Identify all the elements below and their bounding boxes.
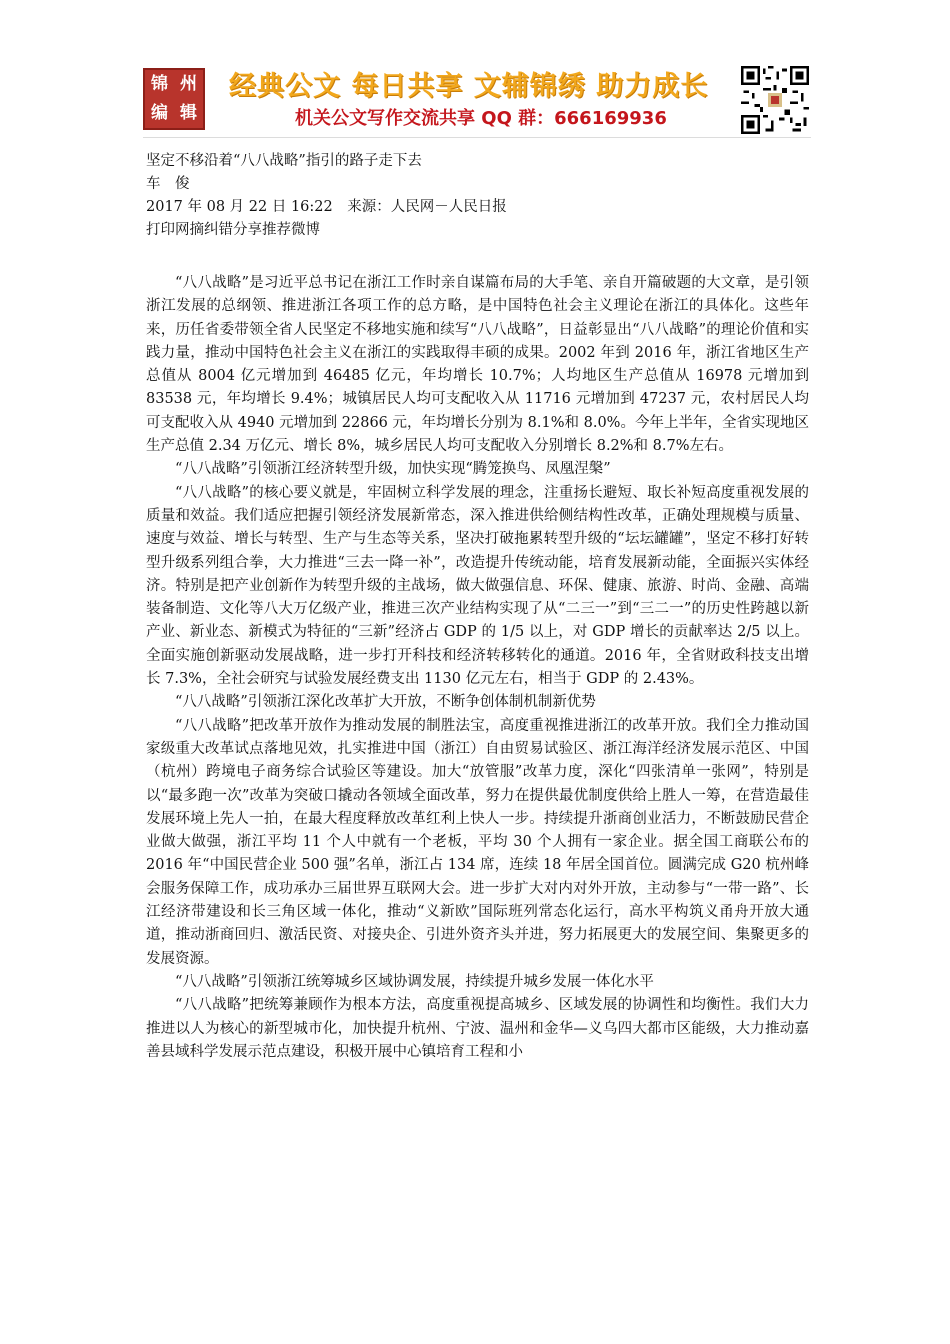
- paragraph: “八八战略”是习近平总书记在浙江工作时亲自谋篇布局的大手笔、亲自开篇破题的大文章，是引领浙江发展的总纲领、推进浙江各项工作的总方略，是中国特色社会主义理论在浙江的具体化。这些年来，历任省委带领全省人民坚定不移地实施和续写“八八战略”，日益彰显出“八八战略”的理论价值和实践力量，推动中国特色社会主义在浙江的实践取得丰硕的成果。2002 年到 2016 年，浙江省地区生产总值从 8004 亿元增加到 46485 亿元，年均增长 10.7%；人均地区生产总值从 16978 元增加到 83538 元，年均增长 9.4%；城镇居民人均可支配收入从 11716 元增加到 47237 元，农村居民人均可支配收入从 4940 元增加到 22866 元，年均增长分别为 8.1%和 8.0%。今年上半年，全省实现地区生产总值 2.34 万亿元、增长 8%，城乡居民人均可支配收入分别增长 8.2%和 8.7%左右。: [146, 275, 809, 455]
- header-banner: [143, 64, 811, 136]
- banner-slogan: 经典公文 每日共享 文辅锦绣 助力成长: [229, 71, 709, 102]
- seal-char: 编: [151, 103, 168, 123]
- paragraph: “八八战略”把改革开放作为推动发展的制胜法宝，高度重视推进浙江的改革开放。我们全力推动国家级重大改革试点落地见效，扎实推进中国（浙江）自由贸易试验区、浙江海洋经济发展示范区、中国（杭州）跨境电子商务综合试验区等建设。加大“放管服”改革力度，深化“四张清单一张网”，特别是以“最多跑一次”改革为突破口撬动各领域全面改革，努力在提供最优制度供给上胜人一筹，在营造最佳发展环境上先人一拍，在最大程度释放改革红利上快人一步。持续提升浙商创业活力，不断鼓励民营企业做大做强，浙江平均 11 个人中就有一个老板，平均 30 个人拥有一家企业。据全国工商联公布的 2016 年“中国民营企业 500 强”名单，浙江占 134 席，连续 18 年居全国首位。圆满完成 G20 杭州峰会服务保障工作，成功承办三届世界互联网大会。进一步扩大对内对外开放，主动参与“一带一路”、长江经济带建设和长三角区域一体化，推动“义新欧”国际班列常态化运行，高水平构筑义甬舟开放大通道，推动浙商回归、激活民资、对接央企、引进外资齐头并进，努力拓展更大的发展空间、集聚更多的发展资源。: [146, 717, 809, 967]
- seal-char: 锦: [151, 74, 168, 94]
- qq-group-text: 机关公文写作交流共享 QQ 群：666169936: [295, 108, 667, 129]
- article-meta: [146, 150, 806, 242]
- paragraph: “八八战略”的核心要义就是，牢固树立科学发展的理念，注重扬长避短、取长补短高度重视发展的质量和效益。我们适应把握引领经济发展新常态，深入推进供给侧结构性改革，正确处理规模与质量、速度与效益、增长与转型、生产与生态等关系，坚决打破拖累转型升级的“坛坛罐罐”，坚定不移打好转型升级系列组合拳，大力推进“三去一降一补”，改造提升传统动能，培育发展新动能，全面振兴实体经济。特别是把产业创新作为转型升级的主战场，做大做强信息、环保、健康、旅游、时尚、金融、高端装备制造、文化等八大万亿级产业，推进三次产业结构实现了从“二三一”到“三二一”的历史性跨越以新产业、新业态、新模式为特征的“三新”经济占 GDP 的 1/5 以上，对 GDP 增长的贡献率达 2/5 以上。全面实施创新驱动发展战略，进一步打开科技和经济转移转化的通道。2016 年，全省财政科技支出增长 7.3%，全社会研究与试验发展经费支出 1130 亿元左右，相当于 GDP 的 2.43%。: [146, 484, 809, 688]
- article-dateline: 2017 年 08 月 22 日 16:22 来源：人民网－人民日报: [146, 199, 507, 215]
- qr-code-icon[interactable]: [741, 66, 809, 134]
- seal-char: 州: [180, 74, 197, 94]
- header-divider: [143, 137, 811, 138]
- article-body: [146, 272, 809, 1064]
- seal-char: 辑: [180, 103, 197, 123]
- article-actions[interactable]: 打印网摘纠错分享推荐微博: [146, 222, 320, 238]
- article-author: 车 俊: [146, 176, 190, 192]
- article-title: 坚定不移沿着“八八战略”指引的路子走下去: [146, 153, 422, 169]
- section-heading: “八八战略”引领浙江经济转型升级，加快实现“腾笼换鸟、凤凰涅槃”: [175, 461, 611, 478]
- logo-seal: [143, 68, 205, 130]
- section-heading: “八八战略”引领浙江统筹城乡区域协调发展，持续提升城乡发展一体化水平: [175, 973, 654, 990]
- paragraph: “八八战略”把统筹兼顾作为根本方法，高度重视提高城乡、区域发展的协调性和均衡性。我们大力推进以人为核心的新型城市化，加快提升杭州、宁波、温州和金华—义乌四大都市区能级，大力推动嘉善县域科学发展示范点建设，积极开展中心镇培育工程和小: [146, 997, 809, 1060]
- section-heading: “八八战略”引领浙江深化改革扩大开放，不断争创体制机制新优势: [175, 694, 596, 711]
